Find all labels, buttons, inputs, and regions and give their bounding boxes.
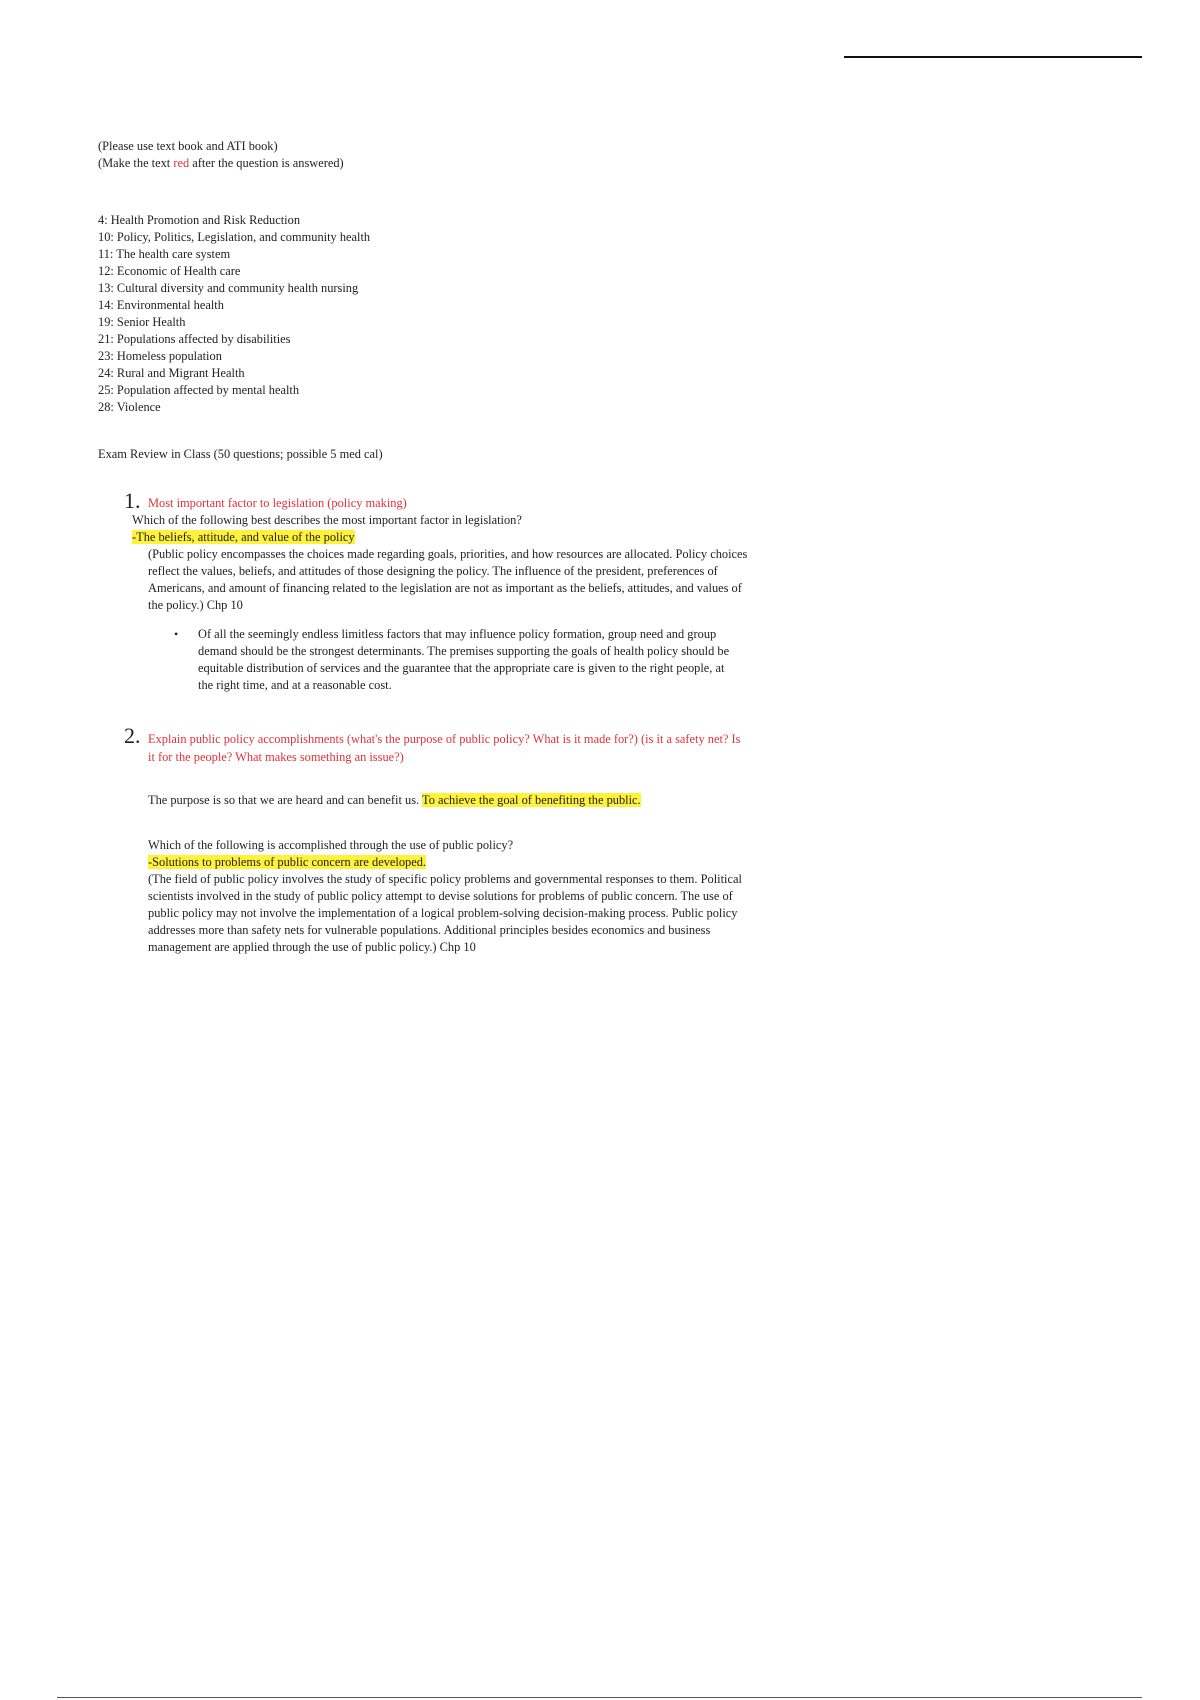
exam-review-heading: Exam Review in Class (50 questions; possible 5 med cal) <box>98 447 383 461</box>
question-text: Which of the following best describes the most important factor in legislation? <box>132 513 522 527</box>
header-rule <box>844 56 1142 58</box>
chapter-item: 14: Environmental health <box>98 298 224 312</box>
question-title: Explain public policy accomplishments (what's the purpose of public policy? What is it made for?) (is it a safety net? Is it for the people? What makes something an issue?) <box>148 732 741 764</box>
question-text: Which of the following is accomplished through the use of public policy? <box>148 838 514 852</box>
chapter-item: 12: Economic of Health care <box>98 264 241 278</box>
chapter-item: 11: The health care system <box>98 247 231 261</box>
answer-highlight: -Solutions to problems of public concern are developed. <box>148 855 427 869</box>
chapter-item: 28: Violence <box>98 400 161 414</box>
instruction-line-2 <box>98 155 758 172</box>
bullet-text: Of all the seemingly endless limitless factors that may influence policy formation, group need and group demand should be the strongest determinants. The premises supporting the goals of health policy should be equitable distribution of services and the guarantee that the appropriate care is given to the right people, at the right time, and at a reasonable cost. <box>198 627 730 692</box>
answer-highlight: -The beliefs, attitude, and value of the policy <box>132 530 355 544</box>
question-1 <box>98 488 758 694</box>
question-title: Most important factor to legislation (policy making) <box>148 496 407 510</box>
chapter-item: 21: Populations affected by disabilities <box>98 332 291 346</box>
answer-explanation: (Public policy encompasses the choices made regarding goals, priorities, and how resources are allocated. Policy choices reflect the values, beliefs, and attitudes of those designing the policy. The influence of the president, preferences of Americans, and amount of financing related to the legislation are not as important as the beliefs, attitudes, and values of the policy.) Chp 10 <box>148 547 748 612</box>
chapter-item: 4: Health Promotion and Risk Reduction <box>98 213 301 227</box>
document-body <box>98 138 758 956</box>
chapter-item: 25: Population affected by mental health <box>98 383 300 397</box>
chapter-item: 24: Rural and Migrant Health <box>98 366 245 380</box>
chapter-list <box>98 212 758 416</box>
question-number: 1. <box>124 488 141 513</box>
instruction-text: after the question is answered) <box>189 156 344 170</box>
footer-rule <box>57 1697 1142 1698</box>
instruction-line-1 <box>98 138 758 155</box>
instruction-text: (Please use text book and ATI book) <box>98 139 278 153</box>
answer-explanation: (The field of public policy involves the study of specific policy problems and governmental responses to them. Political scientists involved in the study of public policy attempt to devise solutions for problems of public concern. The use of public policy may not involve the implementation of a logical problem-solving decision-making process. Public policy addresses more than safety nets for vulnerable populations. Additional principles besides economics and business management are applied through the use of public policy.) Chp 10 <box>148 872 742 954</box>
purpose-answer <box>98 792 748 809</box>
chapter-item: 13: Cultural diversity and community health nursing <box>98 281 359 295</box>
purpose-text: The purpose is so that we are heard and can benefit us. <box>148 793 422 807</box>
bullet-note <box>98 626 738 694</box>
instruction-text: (Make the text <box>98 156 174 170</box>
bullet-dash-icon: • <box>174 627 179 641</box>
purpose-highlight: To achieve the goal of benefiting the public. <box>422 793 641 807</box>
chapter-item: 19: Senior Health <box>98 315 186 329</box>
question-number: 2. <box>124 723 141 748</box>
instruction-red-word: red <box>173 156 190 170</box>
question-2 <box>98 723 758 956</box>
chapter-item: 10: Policy, Politics, Legislation, and community health <box>98 230 371 244</box>
chapter-item: 23: Homeless population <box>98 349 222 363</box>
